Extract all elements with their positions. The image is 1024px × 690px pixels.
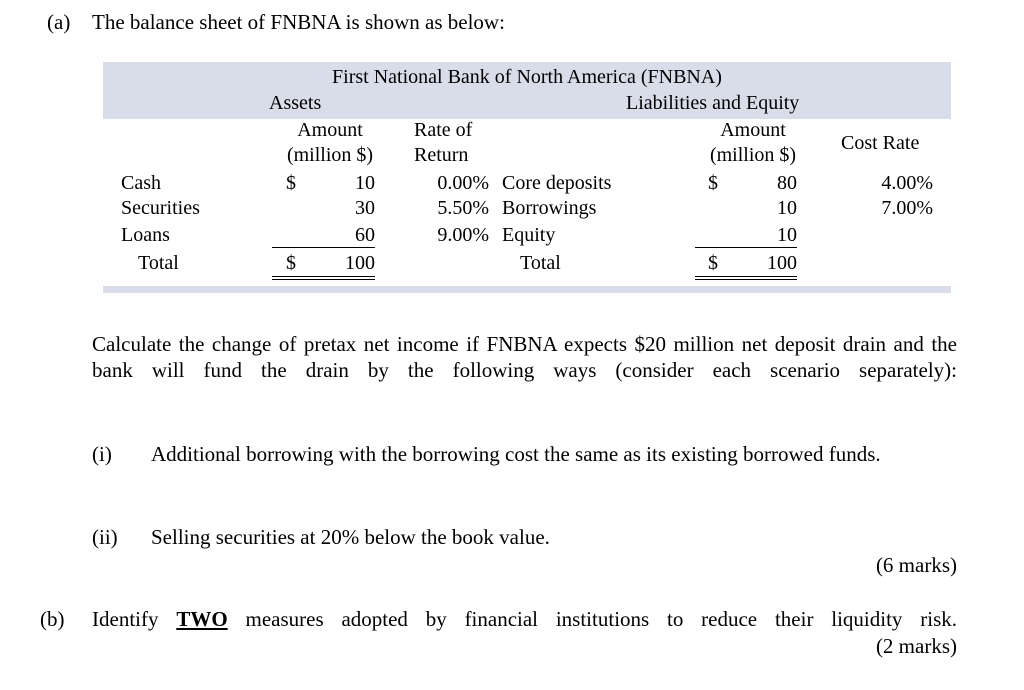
part-a-label: (a) xyxy=(47,10,71,34)
part-a-intro: The balance sheet of FNBNA is shown as below: xyxy=(92,10,505,34)
asset-amount-unit: (million $) xyxy=(286,144,374,166)
liab-total-double-rule-1 xyxy=(695,276,797,277)
rate-header-2: Return xyxy=(414,144,469,166)
assets-header: Assets xyxy=(269,92,322,114)
asset-subtotal-rule xyxy=(272,247,375,248)
liab-name-borrowings: Borrowings xyxy=(502,197,597,219)
asset-total-double-rule-1 xyxy=(272,276,375,277)
sub-i-text: Additional borrowing with the borrowing cost the same as its existing borrowed funds. xyxy=(151,442,881,466)
cost-rate-deposits: 4.00% xyxy=(881,172,933,194)
asset-amount-loans: 60 xyxy=(355,224,375,246)
asset-rate-securities: 5.50% xyxy=(437,197,489,219)
liab-name-core-deposits: Core deposits xyxy=(502,172,612,194)
rate-header: Rate of xyxy=(414,119,473,141)
asset-name-cash: Cash xyxy=(121,172,161,194)
liab-amount-header: Amount xyxy=(720,119,786,141)
liab-name-equity: Equity xyxy=(502,224,556,246)
liab-subtotal-rule xyxy=(695,247,797,248)
asset-total-currency: $ xyxy=(286,252,296,274)
table-title: First National Bank of North America (FNBNA) xyxy=(332,66,722,88)
part-b-text xyxy=(92,606,957,632)
part-b-text-pre: Identify xyxy=(92,607,159,631)
sub-ii-label: (ii) xyxy=(92,525,118,549)
asset-currency-cash: $ xyxy=(286,172,296,194)
asset-rate-loans: 9.00% xyxy=(437,224,489,246)
table-bottom-bar xyxy=(103,286,951,293)
asset-amount-cash: 10 xyxy=(355,172,375,194)
liab-total-double-rule-2 xyxy=(695,279,797,280)
liabilities-header: Liabilities and Equity xyxy=(626,92,800,114)
part-a-marks: (6 marks) xyxy=(875,553,957,577)
liab-total-currency: $ xyxy=(708,252,718,274)
part-b-label: (b) xyxy=(40,607,65,631)
part-b-emphasis: TWO xyxy=(176,607,228,631)
liab-total-label: Total xyxy=(520,252,561,274)
liab-amount-unit: (million $) xyxy=(709,144,797,166)
asset-total-label: Total xyxy=(138,252,179,274)
part-b-marks: (2 marks) xyxy=(875,634,957,658)
asset-total-double-rule-2 xyxy=(272,279,375,280)
asset-amount-header: Amount xyxy=(297,119,363,141)
liab-amount-borrowings: 10 xyxy=(777,197,797,219)
liab-amount-deposits: 80 xyxy=(777,172,797,194)
liab-total-value: 100 xyxy=(767,252,797,274)
asset-amount-securities: 30 xyxy=(355,197,375,219)
question-text: Calculate the change of pretax net income if FNBNA expects $20 million net deposit drain and the bank will fund the drain by the following ways (consider each scenario separately): xyxy=(92,332,957,382)
cost-rate-borrowings: 7.00% xyxy=(881,197,933,219)
liab-currency-deposits: $ xyxy=(708,172,718,194)
asset-rate-cash: 0.00% xyxy=(437,172,489,194)
part-b-text-post: measures adopted by financial institutions to reduce their liquidity risk. xyxy=(245,607,958,631)
sub-ii-text: Selling securities at 20% below the book value. xyxy=(151,525,550,549)
cost-rate-header: Cost Rate xyxy=(841,132,920,154)
asset-name-securities: Securities xyxy=(121,197,200,219)
asset-name-loans: Loans xyxy=(121,224,170,246)
liab-amount-equity: 10 xyxy=(777,224,797,246)
sub-i-label: (i) xyxy=(92,442,112,466)
asset-total-value: 100 xyxy=(345,252,375,274)
